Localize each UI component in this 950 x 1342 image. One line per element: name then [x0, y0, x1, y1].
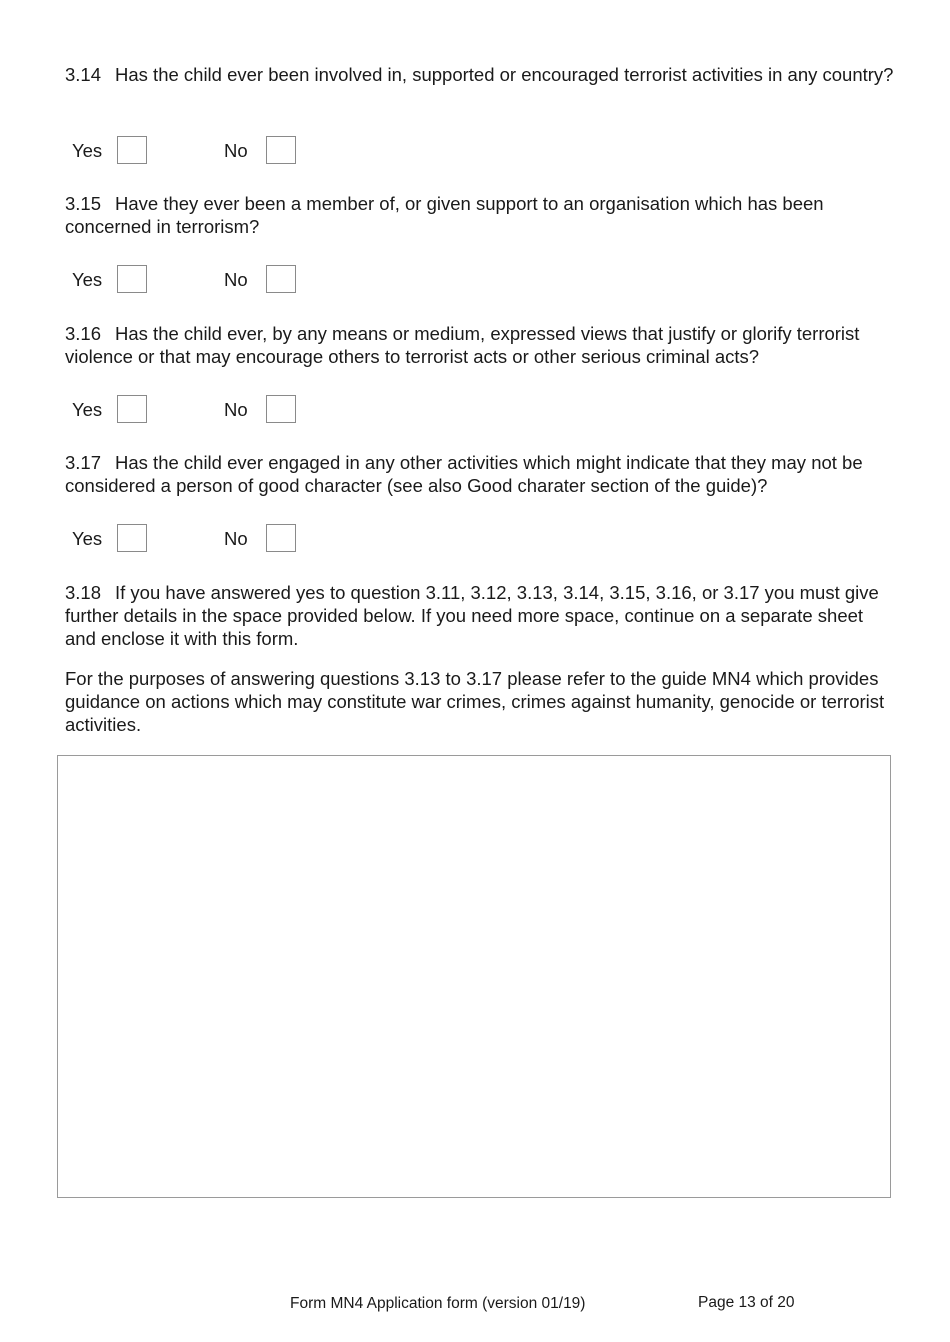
no-checkbox[interactable]: [266, 395, 296, 423]
no-checkbox[interactable]: [266, 524, 296, 552]
yes-label: Yes: [72, 399, 103, 420]
no-label: No: [224, 140, 248, 161]
answer-row-3-17: [72, 524, 332, 554]
question-text: Has the child ever been involved in, supported or encouraged terrorist activities in any country?: [115, 64, 894, 85]
question-number: 3.14: [65, 64, 102, 85]
yes-label: Yes: [72, 269, 103, 290]
further-details-box[interactable]: [57, 755, 891, 1198]
guidance-note: For the purposes of answering questions 3.13 to 3.17 please refer to the guide MN4 which provides guidance on actions which may constitute war crimes, crimes against humanity, genocide or terrorist activities.: [65, 668, 885, 735]
question-3-14: [65, 63, 895, 86]
yes-checkbox[interactable]: [117, 395, 147, 423]
yes-checkbox[interactable]: [117, 136, 147, 164]
question-3-15: [65, 192, 895, 238]
question-number: 3.15: [65, 193, 102, 214]
no-label: No: [224, 399, 248, 420]
question-text: Have they ever been a member of, or given support to an organisation which has been concerned in terrorism?: [65, 193, 824, 237]
no-checkbox[interactable]: [266, 136, 296, 164]
question-3-18: [65, 581, 895, 650]
question-text: If you have answered yes to question 3.11, 3.12, 3.13, 3.14, 3.15, 3.16, or 3.17 you must give further details in the space provided below. If you need more space, continue on a separate sheet and enclose it with this form.: [65, 582, 879, 649]
yes-label: Yes: [72, 528, 103, 549]
question-3-17: [65, 451, 895, 497]
yes-label: Yes: [72, 140, 103, 161]
answer-row-3-16: [72, 395, 332, 425]
question-number: 3.16: [65, 323, 102, 344]
footer-page-number: Page 13 of 20: [698, 1294, 795, 1311]
question-3-16: [65, 322, 895, 368]
yes-checkbox[interactable]: [117, 524, 147, 552]
no-checkbox[interactable]: [266, 265, 296, 293]
answer-row-3-14: [72, 136, 332, 166]
yes-checkbox[interactable]: [117, 265, 147, 293]
question-text: Has the child ever, by any means or medium, expressed views that justify or glorify terrorist violence or that may encourage others to terrorist acts or other serious criminal acts?: [65, 323, 860, 367]
footer-form-name: Form MN4 Application form (version 01/19): [290, 1295, 586, 1312]
no-label: No: [224, 269, 248, 290]
question-text: Has the child ever engaged in any other activities which might indicate that they may not be considered a person of good character (see also Good charater section of the guide)?: [65, 452, 863, 496]
no-label: No: [224, 528, 248, 549]
question-number: 3.17: [65, 452, 102, 473]
question-number: 3.18: [65, 582, 102, 603]
answer-row-3-15: [72, 265, 332, 295]
